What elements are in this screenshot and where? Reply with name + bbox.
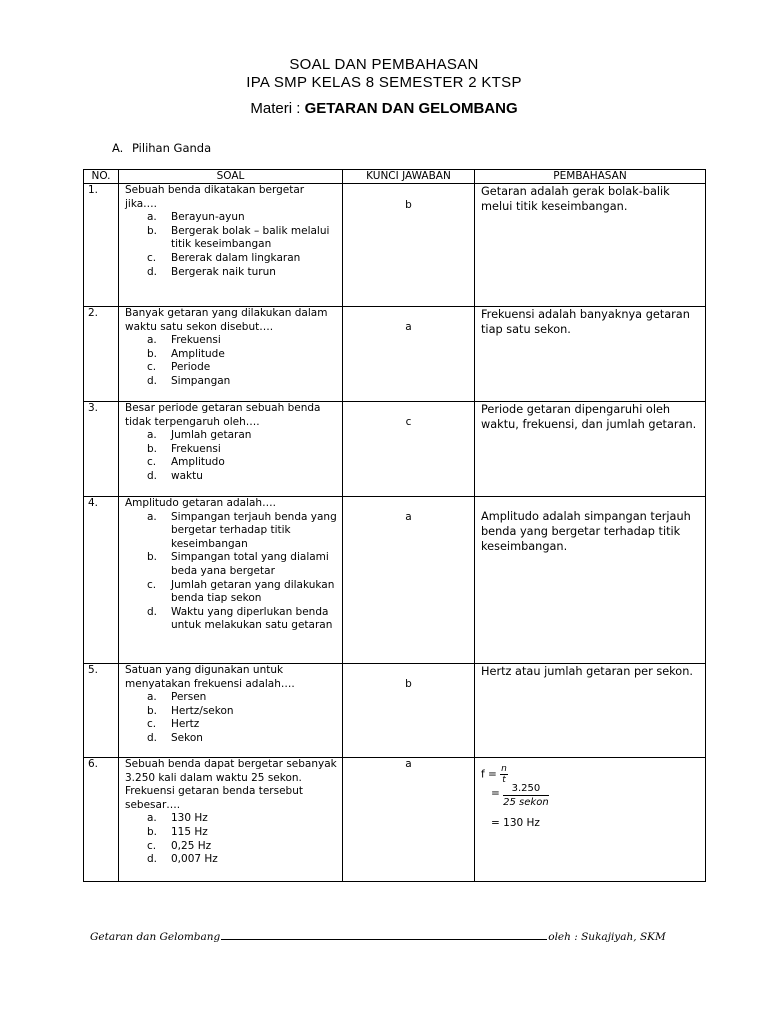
option-letter: a. [147,510,157,523]
footer-left: Getaran dan Gelombang [90,931,221,943]
option-letter: c. [147,456,157,469]
option-letter: b. [147,224,158,237]
formula-equals: = [491,787,504,800]
option-item [147,705,338,719]
page-footer [90,931,696,943]
question-cell [119,497,343,664]
question-number: 4. [84,497,119,664]
doc-title-line2: IPA SMP KELAS 8 SEMESTER 2 KTSP [246,74,522,91]
option-text: Frekuensi [171,442,221,455]
table-row [84,758,706,882]
answer-key-cell [343,184,475,307]
question-number: 2. [84,307,119,402]
option-item [147,812,338,826]
question-number: 1. [84,184,119,307]
option-item [147,211,338,225]
question-table [83,169,706,882]
option-item [147,853,338,867]
materi-line [0,100,768,118]
formula-f-label: f = [481,768,501,781]
option-text: Simpangan terjauh benda yang bergetar terhadap titik keseimbangan [171,510,337,550]
question-stem: Sebuah benda dapat bergetar sebanyak 3.250 kali dalam waktu 25 sekon. Frekuensi getaran benda tersebut sebesar…. [125,758,337,811]
materi-title: GETARAN DAN GELOMBANG [304,100,518,117]
option-letter: b. [147,442,158,455]
section-letter: A. [112,141,124,155]
fraction-denominator: 25 sekon [503,797,549,808]
option-letter: d. [147,469,158,482]
option-item [147,732,338,746]
explanation-cell [475,758,706,882]
option-text: Bererak dalam lingkaran [171,251,301,264]
answer-key-cell [343,664,475,758]
option-letter: a. [147,334,157,347]
option-text: Amplitudo [171,456,225,469]
explanation: Amplitudo adalah simpangan terjauh benda yang bergetar terhadap titik keseimbangan. [481,510,691,553]
question-number: 5. [84,664,119,758]
question-number: 6. [84,758,119,882]
option-letter: d. [147,605,158,618]
option-item [147,361,338,375]
option-item [147,579,338,606]
footer-right: oleh : Sukajiyah, SKM [548,931,666,943]
answer-key: a [405,321,412,333]
header-soal: SOAL [119,170,343,184]
option-letter: b. [147,704,158,717]
question-cell [119,307,343,402]
option-text: Jumlah getaran [171,429,252,442]
answer-key-cell [343,402,475,497]
option-item [147,443,338,457]
option-letter: a. [147,812,157,825]
option-text: Periode [171,361,211,374]
option-item [147,334,338,348]
option-text: Frekuensi [171,334,221,347]
fraction-numerator: 3.250 [503,782,549,796]
option-item [147,456,338,470]
option-item [147,511,338,552]
materi-label: Materi : [250,100,305,117]
explanation: Periode getaran dipengaruhi oleh waktu, frekuensi, dan jumlah getaran. [475,402,706,497]
explanation: Hertz atau jumlah getaran per sekon. [475,664,706,758]
footer-rule [221,939,547,940]
option-text: Waktu yang diperlukan benda untuk melakukan satu getaran [171,605,333,632]
question-number: 3. [84,402,119,497]
option-letter: d. [147,374,158,387]
option-text: Sekon [171,731,203,744]
doc-title-line1: SOAL DAN PEMBAHASAN [289,56,479,73]
table-row [84,307,706,402]
option-text: 115 Hz [171,825,208,838]
answer-key: a [405,511,412,523]
question-cell [119,758,343,882]
answer-key: c [405,416,412,428]
option-item [147,606,338,633]
question-cell [119,184,343,307]
option-item [147,266,338,280]
fraction-values [503,778,549,809]
answer-key-cell [343,758,475,882]
section-heading [112,141,211,155]
question-cell [119,402,343,497]
document-header [0,56,768,118]
option-item [147,375,338,389]
option-letter: b. [147,347,158,360]
table-header-row [84,170,706,184]
option-text: Simpangan [171,374,231,387]
explanation-cell [475,497,706,664]
header-kunci: KUNCI JAWABAN [343,170,475,184]
table-row [84,664,706,758]
option-letter: b. [147,825,158,838]
option-list [125,812,338,866]
option-letter: c. [147,718,157,731]
option-item [147,348,338,362]
option-list [125,511,338,633]
option-letter: b. [147,551,158,564]
option-list [125,211,338,279]
option-text: Hertz [171,718,200,731]
answer-key: b [405,199,412,211]
table-row [84,184,706,307]
option-text: Berayun-ayun [171,211,245,224]
explanation: Frekuensi adalah banyaknya getaran tiap satu sekon. [475,307,706,402]
option-letter: a. [147,691,157,704]
option-list [125,429,338,483]
option-text: Bergerak bolak – balik melalui titik keseimbangan [171,224,330,251]
option-list [125,691,338,745]
option-letter: c. [147,578,157,591]
option-text: waktu [171,469,203,482]
option-text: Bergerak naik turun [171,265,276,278]
option-item [147,429,338,443]
option-letter: a. [147,429,157,442]
frequency-formula [481,758,701,838]
option-text: Persen [171,691,207,704]
explanation: Getaran adalah gerak bolak-balik melui titik keseimbangan. [475,184,706,307]
fraction-denominator: t [502,775,506,785]
option-text: 0,25 Hz [171,839,212,852]
option-item [147,826,338,840]
option-text: Amplitude [171,347,225,360]
option-letter: c. [147,361,157,374]
option-text: 0,007 Hz [171,853,218,866]
question-stem: Amplitudo getaran adalah…. [125,497,276,509]
option-text: Simpangan total yang dialami beda yana bergetar [171,551,329,577]
option-item [147,551,338,578]
answer-key: b [405,678,412,690]
question-stem: Besar periode getaran sebuah benda tidak terpengaruh oleh…. [125,402,321,428]
answer-key: a [405,758,412,770]
option-item [147,840,338,854]
option-item [147,470,338,484]
table-row [84,402,706,497]
option-text: 130 Hz [171,812,208,825]
option-item [147,252,338,266]
option-text: Jumlah getaran yang dilakukan benda tiap sekon [171,578,335,605]
option-text: Hertz/sekon [171,704,234,717]
answer-key-cell [343,497,475,664]
question-stem: Sebuah benda dikatakan bergetar jika…. [125,184,305,210]
header-no: NO. [84,170,119,184]
option-letter: d. [147,853,158,866]
option-item [147,225,338,252]
question-stem: Satuan yang digunakan untuk menyatakan frekuensi adalah…. [125,664,295,690]
fraction-numerator: n [501,764,507,774]
option-list [125,334,338,388]
option-item [147,718,338,732]
formula-result: = 130 Hz [491,817,540,829]
section-title: Pilihan Ganda [132,141,212,155]
option-letter: c. [147,251,157,264]
question-stem: Banyak getaran yang dilakukan dalam waktu satu sekon disebut…. [125,307,328,333]
option-letter: a. [147,211,157,224]
table-row [84,497,706,664]
option-letter: d. [147,265,158,278]
option-item [147,691,338,705]
option-letter: d. [147,731,158,744]
option-letter: c. [147,839,157,852]
header-pembahasan: PEMBAHASAN [475,170,706,184]
formula-substitution [491,778,549,809]
question-cell [119,664,343,758]
answer-key-cell [343,307,475,402]
